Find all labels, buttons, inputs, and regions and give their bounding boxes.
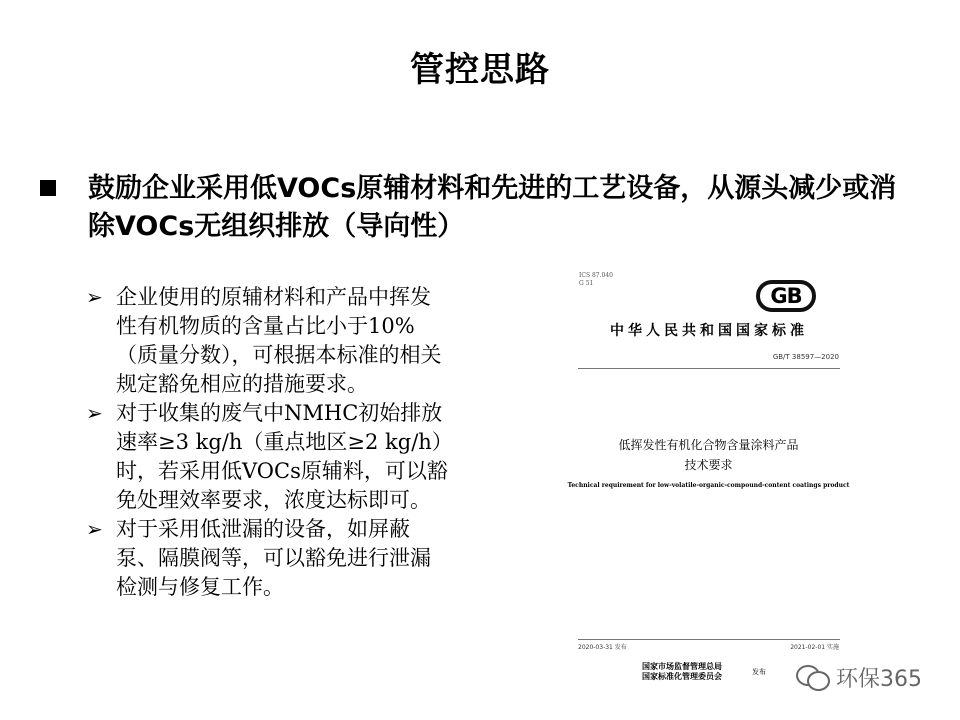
sub-point-text: 企业使用的原辅材料和产品中挥发性有机物质的含量占比小于10%（质量分数），可根据本标准的相关规定豁免相应的措施要求。	[116, 285, 442, 396]
watermark	[796, 660, 922, 694]
issuer-suffix: 发布	[752, 668, 766, 676]
sub-point-text: 对于收集的废气中NMHC初始排放速率≥3 kg/h（重点地区≥2 kg/h）时，若采用低VOCs原辅料，可以豁免处理效率要求，浓度达标即可。	[116, 401, 448, 512]
standard-issuer: 国家市场监督管理总局 国家标准化管理委员会	[642, 662, 722, 681]
main-point-text: 鼓励企业采用低VOCs原辅材料和先进的工艺设备，从源头减少或消除VOCs无组织排放（导向性）	[88, 173, 897, 242]
divider	[578, 368, 840, 369]
arrow-bullet-icon: ➢	[86, 517, 103, 541]
standard-classification-codes: ICS 87.040 G 51	[579, 272, 613, 287]
main-point	[40, 170, 920, 246]
publish-date: 2020-03-31 发布	[578, 644, 627, 651]
standard-national-title: 中华人民共和国国家标准	[610, 323, 808, 339]
divider	[578, 639, 840, 640]
slide-title: 管控思路	[410, 50, 550, 90]
sub-point-item	[84, 399, 449, 515]
arrow-bullet-icon: ➢	[86, 285, 103, 309]
square-bullet-icon	[40, 180, 56, 196]
standard-title-cn: 低挥发性有机化合物含量涂料产品 技术要求	[618, 438, 799, 472]
sub-point-text: 对于采用低泄漏的设备，如屏蔽泵、隔膜阀等，可以豁免进行泄漏检测与修复工作。	[116, 517, 431, 599]
watermark-text: 环保365	[836, 666, 922, 692]
standard-title-en: Technical requirement for low-volatile-organic-compound-content coatings product	[567, 482, 850, 489]
arrow-bullet-icon: ➢	[86, 401, 103, 425]
wechat-icon	[796, 663, 830, 691]
implement-date: 2021-02-01 实施	[790, 644, 839, 651]
gb-logo: GB	[756, 280, 816, 312]
standard-code: GB/T 38597—2020	[772, 353, 839, 361]
sub-point-item	[84, 515, 449, 602]
standard-document-image	[566, 268, 851, 693]
sub-point-item	[84, 283, 449, 399]
sub-point-list	[84, 283, 449, 602]
